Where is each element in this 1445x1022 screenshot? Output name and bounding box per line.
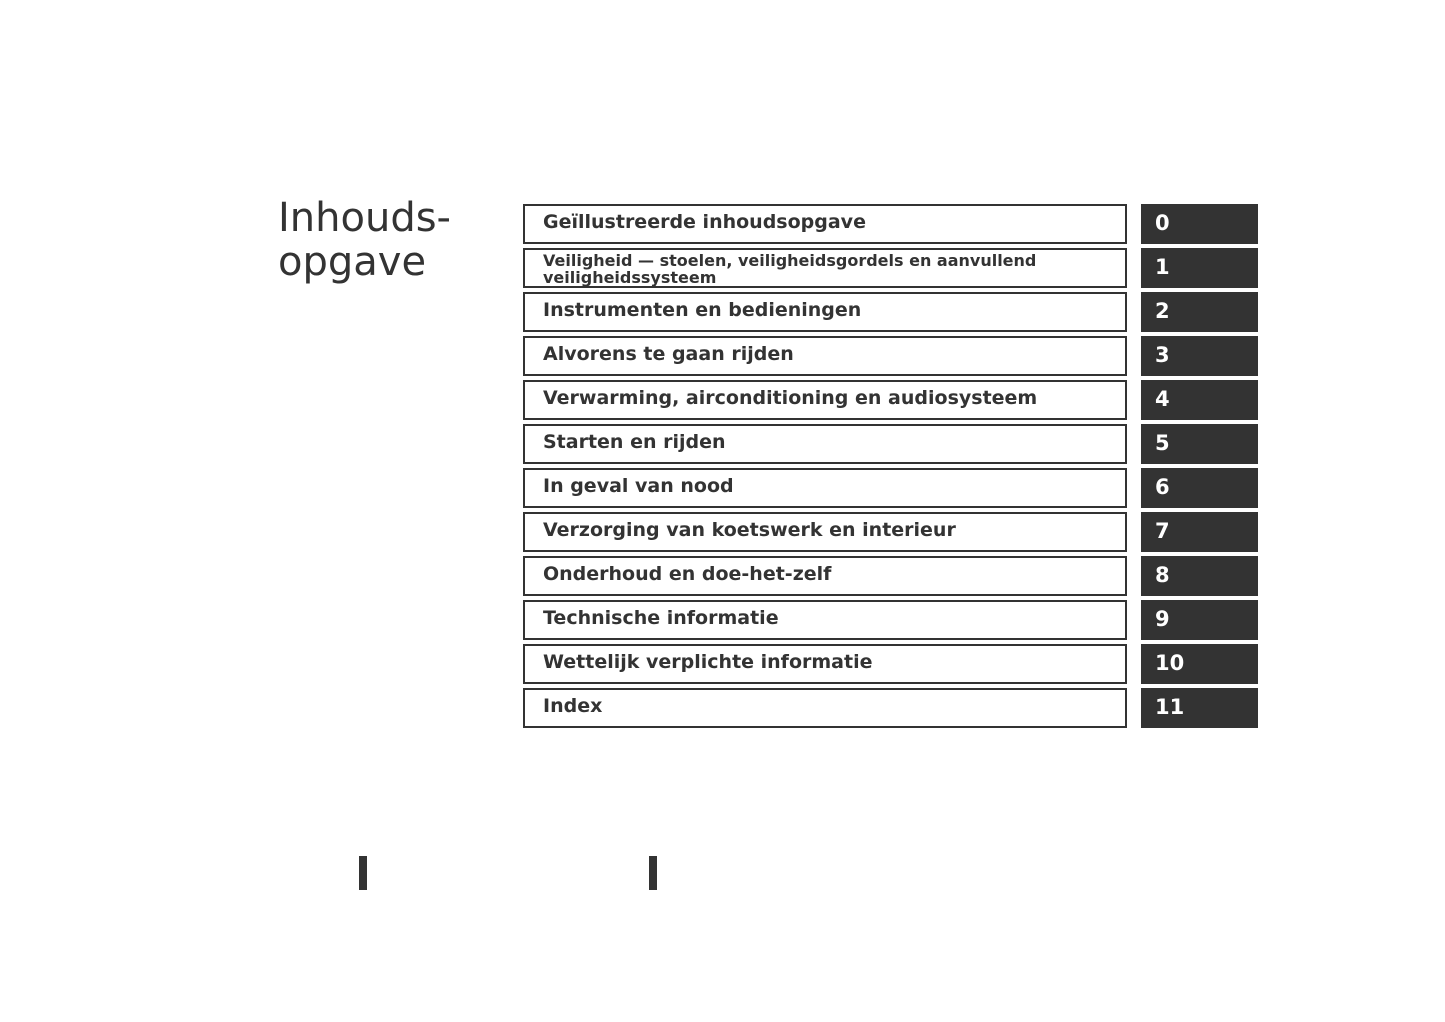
crop-mark-right <box>649 856 657 890</box>
toc-label-box[interactable] <box>523 644 1127 684</box>
toc-entry-2[interactable] <box>523 292 1258 332</box>
toc-label[interactable]: Technische informatie <box>543 607 779 629</box>
chapter-tab[interactable] <box>1141 204 1258 244</box>
toc-label-box[interactable] <box>523 600 1127 640</box>
toc-label[interactable]: Geïllustreerde inhoudsopgave <box>543 211 866 233</box>
chapter-number[interactable]: 1 <box>1155 255 1170 279</box>
toc-label[interactable]: Wettelijk verplichte informatie <box>543 651 873 673</box>
toc-label-box[interactable] <box>523 292 1127 332</box>
toc-label[interactable]: Index <box>543 695 603 717</box>
toc-label[interactable]: Onderhoud en doe-het-zelf <box>543 563 832 585</box>
chapter-number[interactable]: 7 <box>1155 519 1170 543</box>
toc-label-box[interactable] <box>523 424 1127 464</box>
page-title-line-1: Inhouds- <box>278 195 451 241</box>
page-title-line-2: opgave <box>278 239 427 285</box>
toc-label[interactable]: In geval van nood <box>543 475 734 497</box>
toc-label[interactable]: Verwarming, airconditioning en audiosysteem <box>543 387 1038 409</box>
chapter-number[interactable]: 11 <box>1155 695 1185 719</box>
page-title <box>278 196 498 284</box>
table-of-contents <box>523 204 1258 732</box>
chapter-number[interactable]: 9 <box>1155 607 1170 631</box>
chapter-number[interactable]: 0 <box>1155 211 1170 235</box>
chapter-number[interactable]: 4 <box>1155 387 1170 411</box>
toc-label[interactable]: Verzorging van koetswerk en interieur <box>543 519 956 541</box>
toc-entry-0[interactable] <box>523 204 1258 244</box>
chapter-number[interactable]: 3 <box>1155 343 1170 367</box>
chapter-tab[interactable] <box>1141 644 1258 684</box>
toc-label-box[interactable] <box>523 380 1127 420</box>
toc-entry-6[interactable] <box>523 468 1258 508</box>
toc-entry-9[interactable] <box>523 600 1258 640</box>
chapter-number[interactable]: 6 <box>1155 475 1170 499</box>
chapter-tab[interactable] <box>1141 556 1258 596</box>
toc-entry-8[interactable] <box>523 556 1258 596</box>
toc-label-box[interactable] <box>523 512 1127 552</box>
toc-label-box[interactable] <box>523 556 1127 596</box>
toc-entry-7[interactable] <box>523 512 1258 552</box>
toc-entry-10[interactable] <box>523 644 1258 684</box>
chapter-tab[interactable] <box>1141 336 1258 376</box>
toc-entry-4[interactable] <box>523 380 1258 420</box>
toc-label[interactable]: Starten en rijden <box>543 431 726 453</box>
toc-label-box[interactable] <box>523 248 1127 288</box>
toc-label-box[interactable] <box>523 468 1127 508</box>
chapter-number[interactable]: 2 <box>1155 299 1170 323</box>
toc-entry-5[interactable] <box>523 424 1258 464</box>
chapter-number[interactable]: 5 <box>1155 431 1170 455</box>
chapter-tab[interactable] <box>1141 292 1258 332</box>
chapter-number[interactable]: 8 <box>1155 563 1170 587</box>
chapter-tab[interactable] <box>1141 600 1258 640</box>
chapter-tab[interactable] <box>1141 468 1258 508</box>
chapter-tab[interactable] <box>1141 424 1258 464</box>
toc-entry-11[interactable] <box>523 688 1258 728</box>
chapter-tab[interactable] <box>1141 248 1258 288</box>
toc-label-box[interactable] <box>523 204 1127 244</box>
chapter-tab[interactable] <box>1141 380 1258 420</box>
toc-label-box[interactable] <box>523 336 1127 376</box>
chapter-tab[interactable] <box>1141 512 1258 552</box>
toc-entry-3[interactable] <box>523 336 1258 376</box>
toc-label[interactable]: Veiligheid — stoelen, veiligheidsgordels en aanvullend veiligheidssysteem <box>543 251 1037 287</box>
toc-entry-1[interactable] <box>523 248 1258 288</box>
chapter-tab[interactable] <box>1141 688 1258 728</box>
crop-mark-left <box>359 856 367 890</box>
toc-label[interactable]: Alvorens te gaan rijden <box>543 343 794 365</box>
chapter-number[interactable]: 10 <box>1155 651 1185 675</box>
toc-label[interactable]: Instrumenten en bedieningen <box>543 299 862 321</box>
toc-label-box[interactable] <box>523 688 1127 728</box>
